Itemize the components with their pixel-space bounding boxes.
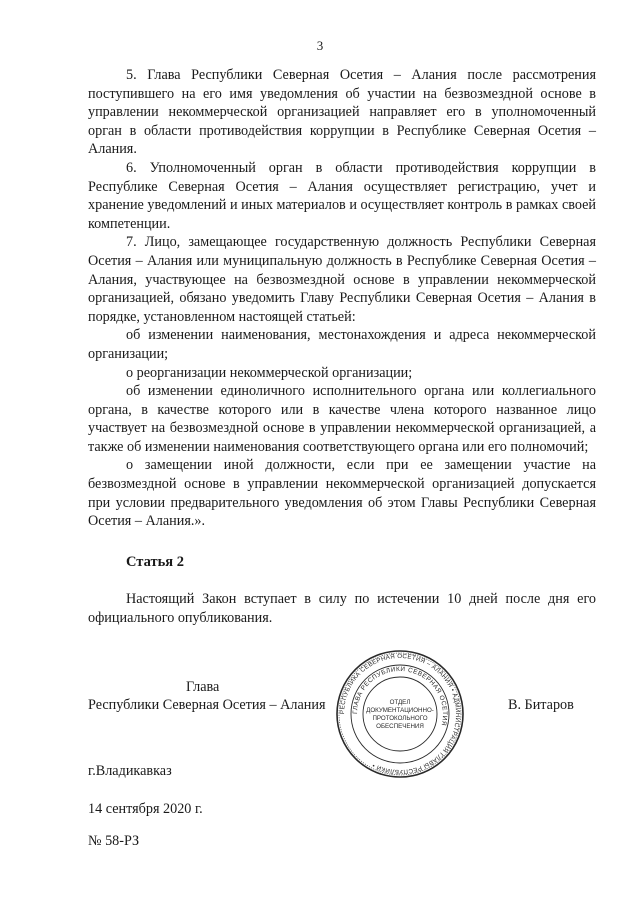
seal-center-line-1: ОТДЕЛ bbox=[389, 699, 411, 706]
paragraph-7: 7. Лицо, замещающее государственную должность Республики Северная Осетия – Алания или муниципальную должность в Республике Северная Осетия – Алания, участвующее на безвозмездной основе в управлении некоммерческой организацией, обязано уведомить Главу Республики Северная Осетия – Алания в порядке, установленном настоящей статьей: bbox=[88, 234, 596, 325]
official-seal bbox=[334, 648, 466, 780]
article-body bbox=[88, 590, 596, 628]
list-item-other-position: о замещении иной должности, если при ее замещении участие на безвозмездной основе в управлении некоммерческой организацией допускается при условии предварительного уведомления об этом Главы Республики Северная Осетия – Алания.». bbox=[88, 457, 596, 530]
signing-date: 14 сентября 2020 г. bbox=[88, 801, 203, 817]
seal-outer-text: РЕСПУБЛИКА СЕВЕРНАЯ ОСЕТИЯ – АЛАНИЯ • АДМИНИСТРАЦИЯ ГЛАВЫ РЕСПУБЛИКИ • bbox=[338, 652, 462, 776]
signatory-title: Глава bbox=[186, 679, 220, 695]
law-number: № 58-РЗ bbox=[88, 833, 140, 849]
list-item-executive-change: об изменении единоличного исполнительного органа или коллегиального органа, в качестве которого или в качестве члена которого названное лицо участвует на безвозмездной основе в управлении некоммерческой организацией, а также об изменении наименования соответствующего органа или его полномочий; bbox=[88, 383, 596, 455]
seal-center-line-2: ДОКУМЕНТАЦИОННО- bbox=[366, 707, 434, 714]
enactment-paragraph: Настоящий Закон вступает в силу по истечении 10 дней после дня его официального опубликования. bbox=[88, 591, 596, 626]
list-item-reorganization: о реорганизации некоммерческой организации; bbox=[126, 364, 413, 381]
law-body bbox=[88, 66, 596, 531]
article-heading: Статья 2 bbox=[126, 554, 184, 570]
paragraph-5: 5. Глава Республики Северная Осетия – Алания после рассмотрения поступившего на его имя уведомления об участии на безвозмездной основе в управлении некоммерческой организацией направляет его в уполномоченный орган в области противодействия коррупции в Республике Северная Осетия – Алания. bbox=[88, 67, 596, 158]
list-item-name-change: об изменении наименования, местонахождения и адреса некоммерческой организации; bbox=[88, 327, 596, 362]
signatory-name: В. Битаров bbox=[508, 697, 574, 713]
paragraph-6: 6. Уполномоченный орган в области противодействия коррупции в Республике Северная Осетия – Алания осуществляет регистрацию, учет и хранение уведомлений и иных материалов и осуществляет контроль в рамках своей компетенции. bbox=[88, 159, 596, 232]
place-of-signing: г.Владикавказ bbox=[88, 763, 172, 779]
signatory-organization: Республики Северная Осетия – Алания bbox=[88, 697, 326, 713]
seal-center-line-4: ОБЕСПЕЧЕНИЯ bbox=[376, 723, 424, 730]
page-number: 3 bbox=[316, 38, 324, 53]
seal-center-line-3: ПРОТОКОЛЬНОГО bbox=[372, 715, 428, 722]
seal-inner-text: ГЛАВА РЕСПУБЛИКИ СЕВЕРНАЯ ОСЕТИЯ bbox=[351, 665, 449, 727]
